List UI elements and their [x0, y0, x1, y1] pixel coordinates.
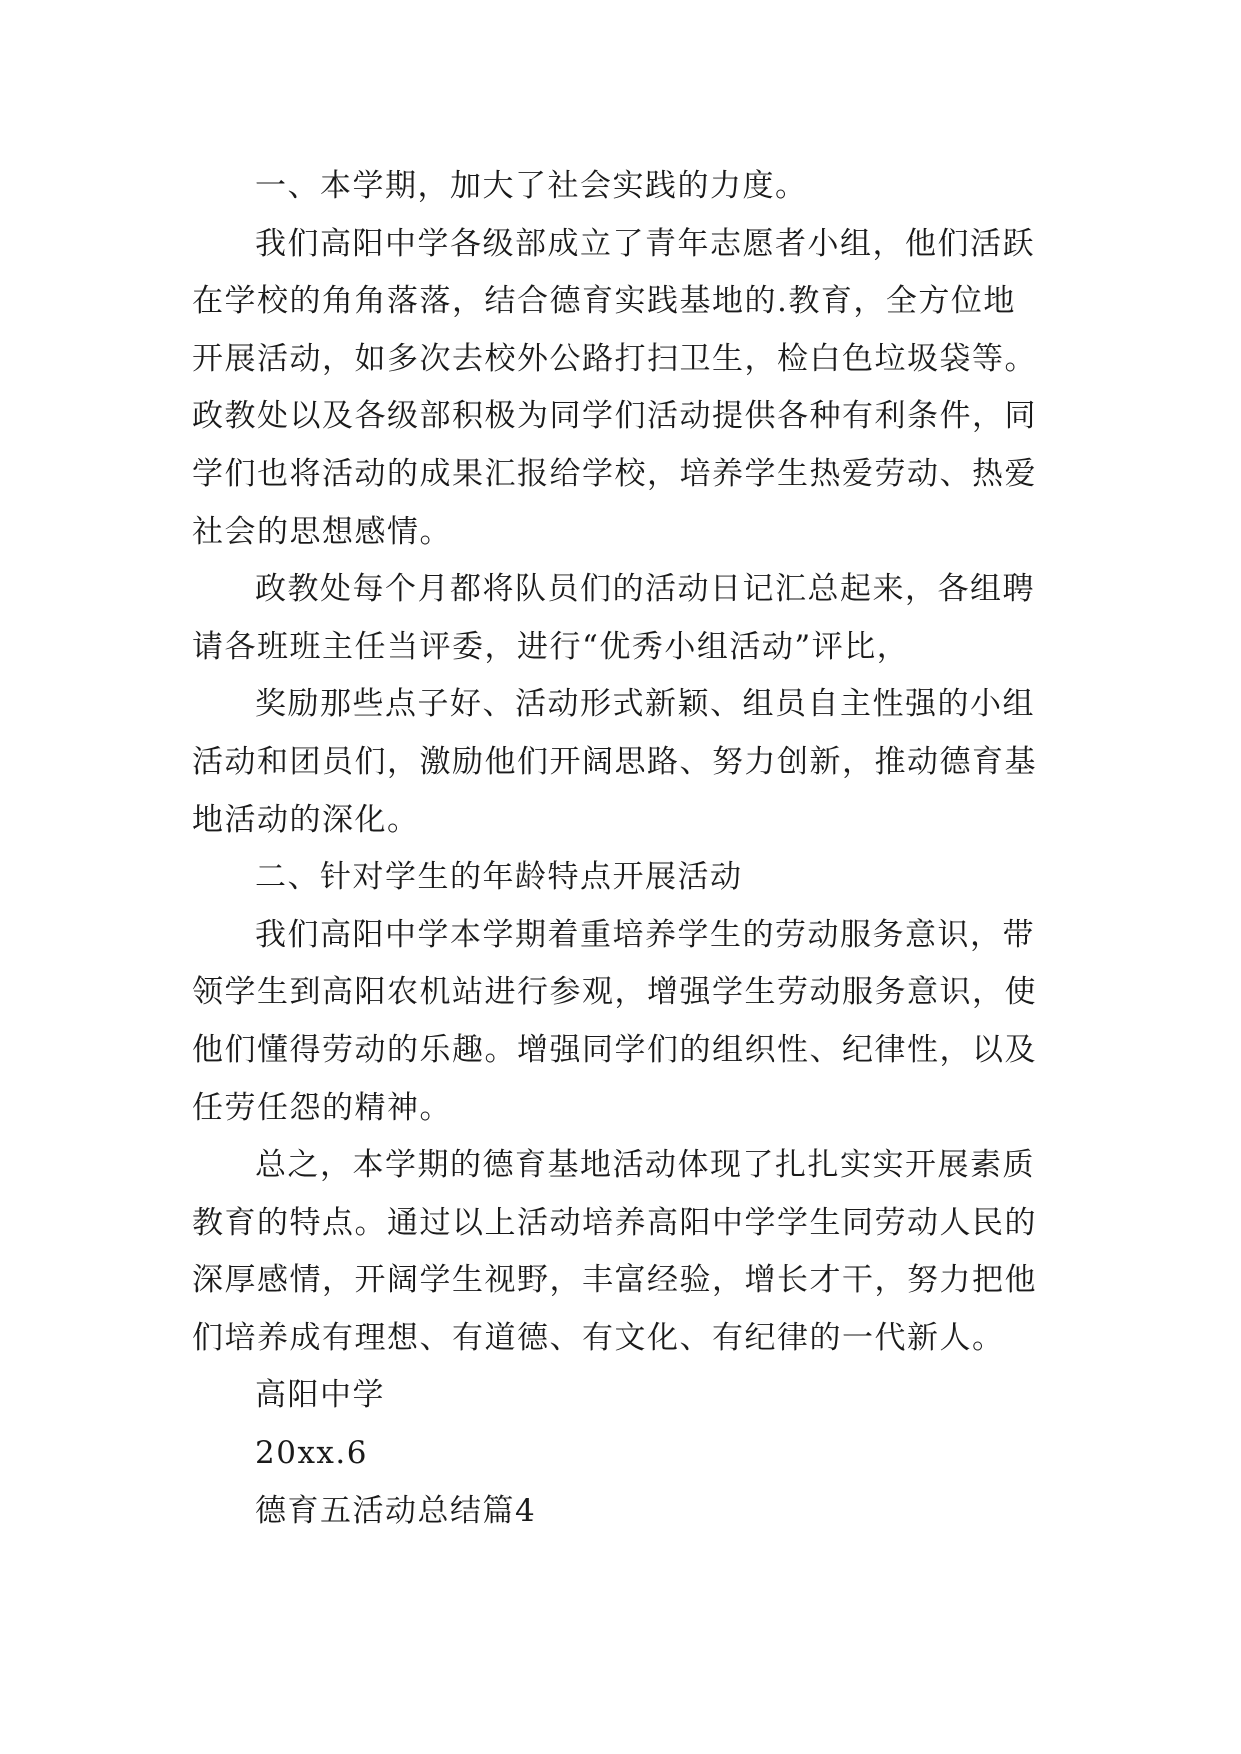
text-line: 地活动的深化。 — [192, 801, 420, 838]
text-line: 总之，本学期的德育基地活动体现了扎扎实实开展素质 — [255, 1147, 1035, 1184]
text-line: 社会的思想感情。 — [192, 513, 452, 550]
document-body — [192, 158, 1052, 1540]
paragraph-heading-1 — [192, 158, 1052, 216]
text-line: 他们懂得劳动的乐趣。增强同学们的组织性、纪律性，以及 — [192, 1031, 1037, 1068]
text-line: 开展活动，如多次去校外公路打扫卫生，检白色垃圾袋等。 — [192, 340, 1037, 377]
paragraph-labor-awareness — [192, 907, 1052, 1137]
text-line: 高阳中学 — [255, 1377, 385, 1414]
text-line: 一、本学期，加大了社会实践的力度。 — [255, 168, 808, 204]
next-section-title — [192, 1483, 1052, 1541]
text-line: 任劳任怨的精神。 — [192, 1089, 452, 1126]
text-line: 我们高阳中学本学期着重培养学生的劳动服务意识，带 — [255, 916, 1035, 953]
text-line: 在学校的角角落落，结合德育实践基地的.教育，全方位地 — [192, 283, 1016, 320]
text-line: 我们高阳中学各级部成立了青年志愿者小组，他们活跃 — [255, 225, 1035, 262]
text-line: 教育的特点。通过以上活动培养高阳中学学生同劳动人民的 — [192, 1204, 1037, 1241]
signature-school — [192, 1367, 1052, 1425]
text-line: 奖励那些点子好、活动形式新颖、组员自主性强的小组 — [255, 686, 1035, 723]
text-line: 20xx.6 — [255, 1435, 368, 1472]
text-line: 活动和团员们，激励他们开阔思路、努力创新，推动德育基 — [192, 743, 1037, 780]
paragraph-summary — [192, 1137, 1052, 1367]
paragraph-heading-2 — [192, 849, 1052, 907]
text-line: 领学生到高阳农机站进行参观，增强学生劳动服务意识，使 — [192, 974, 1037, 1011]
text-line: 德育五活动总结篇4 — [255, 1492, 537, 1529]
text-line: 深厚感情，开阔学生视野，丰富经验，增长才干，努力把他 — [192, 1262, 1037, 1299]
signature-date — [192, 1425, 1052, 1483]
paragraph-rewards — [192, 676, 1052, 849]
text-line: 请各班班主任当评委，进行“优秀小组活动”评比， — [192, 628, 910, 665]
text-line: 们培养成有理想、有道德、有文化、有纪律的一代新人。 — [192, 1319, 1005, 1356]
text-line: 二、针对学生的年龄特点开展活动 — [255, 859, 743, 896]
text-line: 政教处以及各级部积极为同学们活动提供各种有利条件，同 — [192, 398, 1037, 435]
paragraph-volunteer-groups — [192, 216, 1052, 562]
paragraph-monthly-diary — [192, 561, 1052, 676]
text-line: 政教处每个月都将队员们的活动日记汇总起来，各组聘 — [255, 571, 1035, 608]
text-line: 学们也将活动的成果汇报给学校，培养学生热爱劳动、热爱 — [192, 455, 1037, 492]
